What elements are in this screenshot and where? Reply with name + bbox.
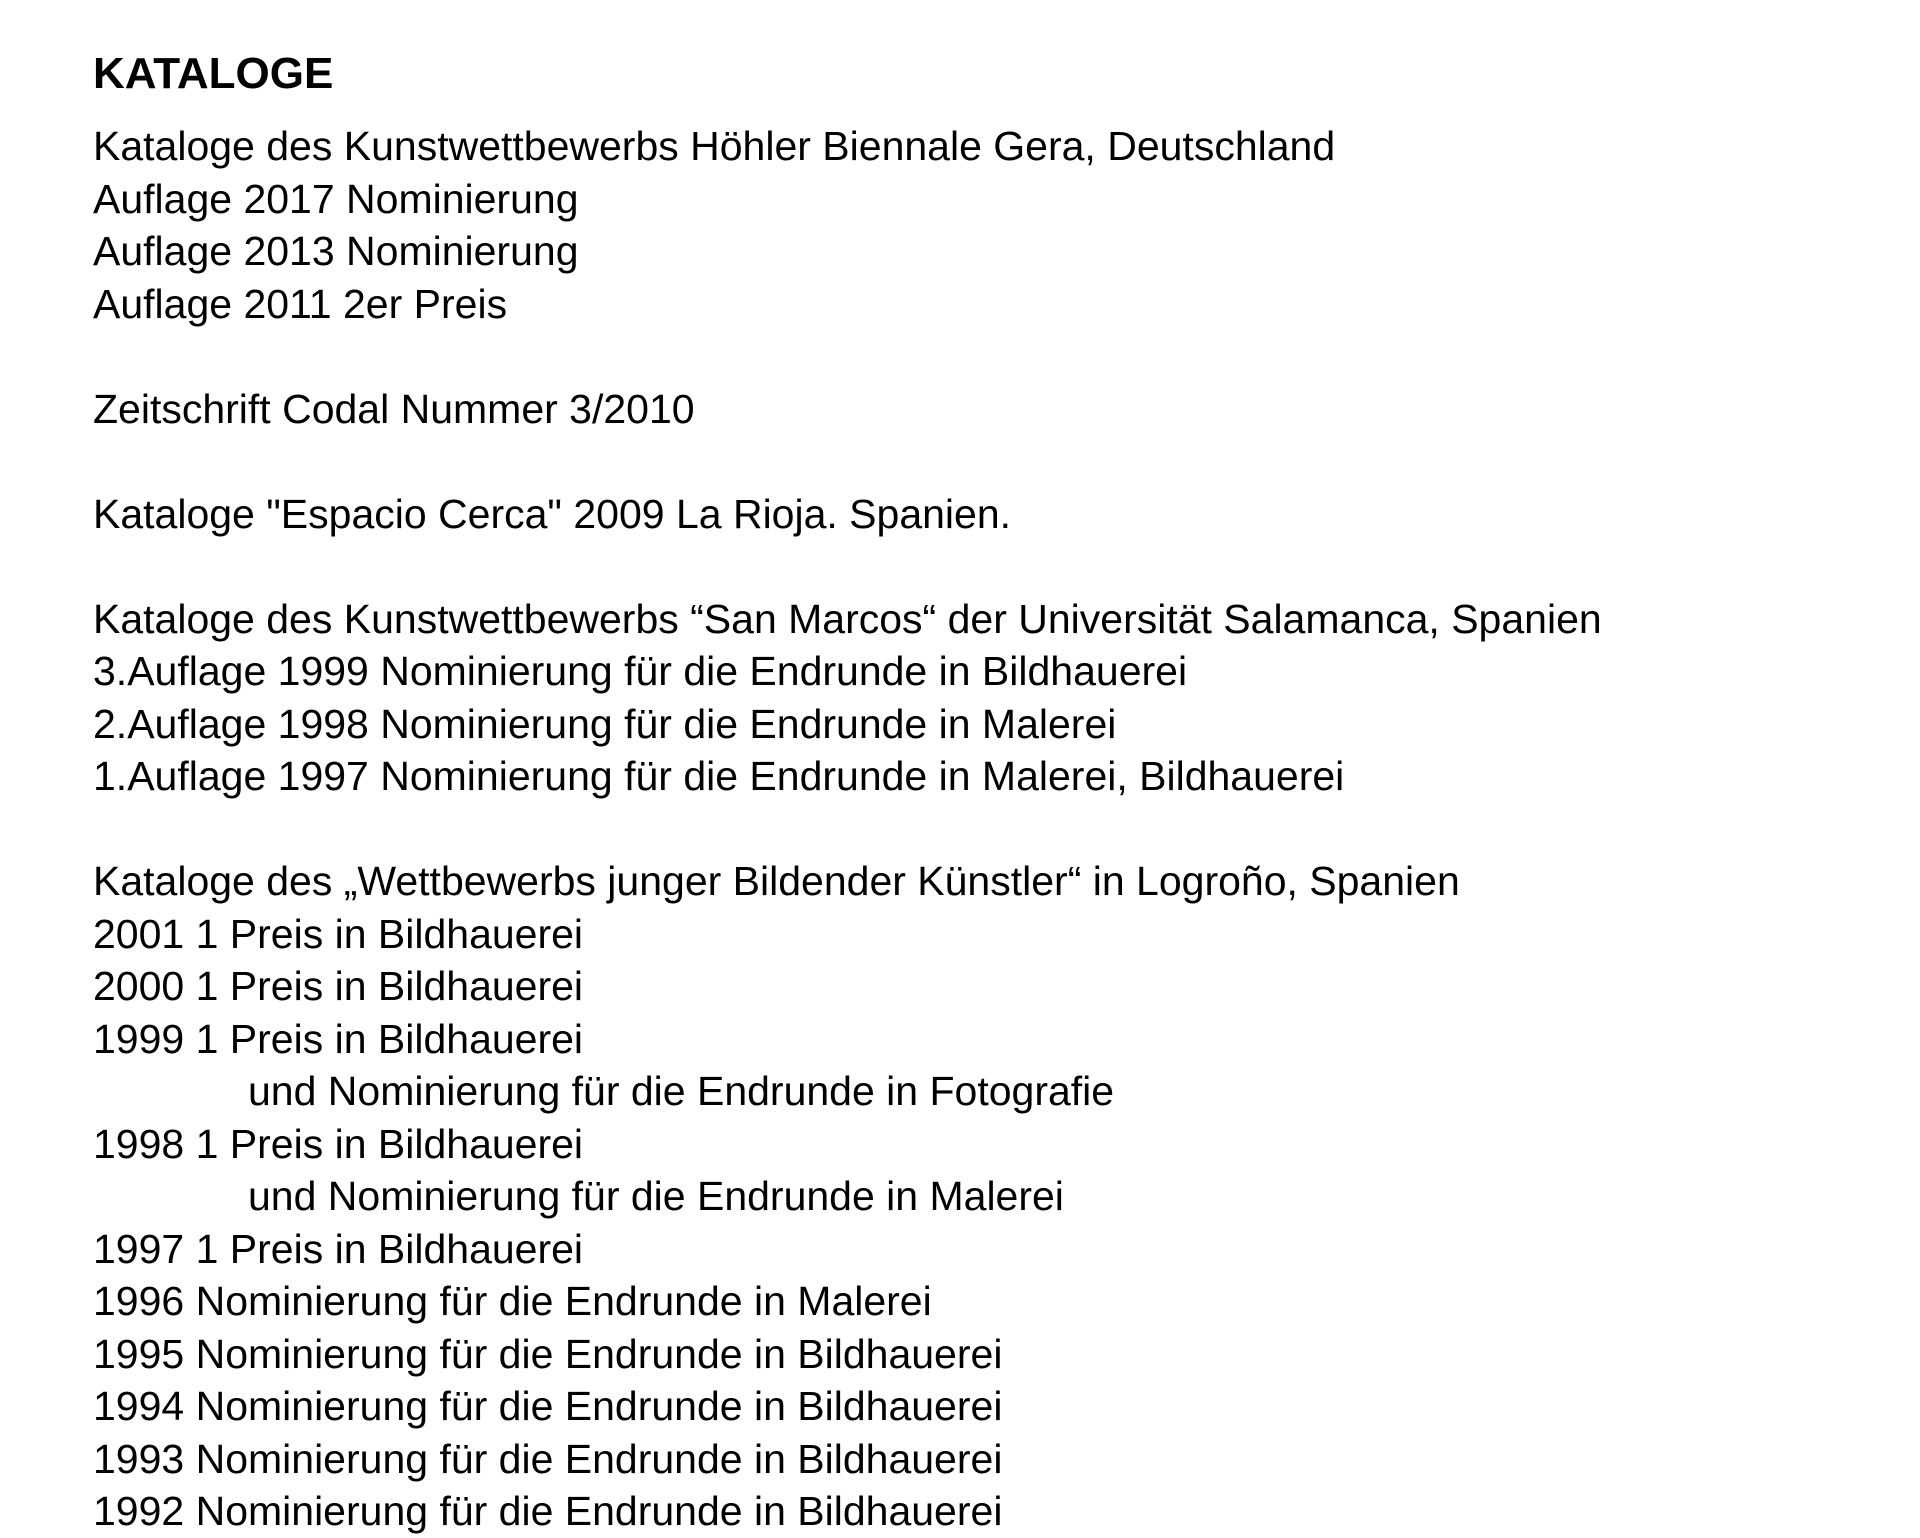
list-item: 1999 1 Preis in Bildhauerei: [93, 1015, 584, 1062]
spacer: [93, 540, 1893, 593]
list-item: Auflage 2011 2er Preis: [93, 280, 508, 327]
section-heading: Kataloge des Kunstwettbewerbs Höhler Biennale Gera, Deutschland: [93, 123, 1336, 169]
list-item: 1997 1 Preis in Bildhauerei: [93, 1225, 584, 1272]
list-item: 1993 Nominierung für die Endrunde in Bildhauerei: [93, 1435, 1003, 1482]
list-item: 2000 1 Preis in Bildhauerei: [93, 963, 584, 1009]
list-item: 2.Auflage 1998 Nominierung für die Endrunde in Malerei: [93, 700, 1117, 747]
list-item: 3.Auflage 1999 Nominierung für die Endrunde in Bildhauerei: [93, 648, 1188, 694]
catalog-document: [93, 48, 1893, 1538]
list-item: 1995 Nominierung für die Endrunde in Bildhauerei: [93, 1330, 1003, 1377]
codal-entry: Zeitschrift Codal Nummer 3/2010: [93, 385, 695, 432]
spacer: [93, 803, 1893, 856]
espacio-entry: Kataloge "Espacio Cerca" 2009 La Rioja. Spanien.: [93, 490, 1012, 537]
list-item: 1.Auflage 1997 Nominierung für die Endrunde in Malerei, Bildhauerei: [93, 753, 1345, 799]
list-item: Auflage 2017 Nominierung: [93, 175, 579, 222]
hoehler-section: [93, 120, 1893, 330]
san-marcos-section: [93, 593, 1893, 803]
logrono-section: [93, 855, 1893, 1538]
page-title: KATALOGE: [93, 49, 334, 98]
list-item-continuation: und Nominierung für die Endrunde in Fotografie: [248, 1068, 1115, 1114]
list-item-continuation: und Nominierung für die Endrunde in Malerei: [248, 1173, 1064, 1219]
section-heading: Kataloge des „Wettbewerbs junger Bildender Künstler“ in Logroño, Spanien: [93, 858, 1460, 904]
spacer: [93, 435, 1893, 488]
list-item: 1994 Nominierung für die Endrunde in Bildhauerei: [93, 1383, 1003, 1429]
list-item: 1998 1 Preis in Bildhauerei: [93, 1120, 584, 1167]
section-heading: Kataloge des Kunstwettbewerbs “San Marcos“ der Universität Salamanca, Spanien: [93, 595, 1602, 642]
list-item: 2001 1 Preis in Bildhauerei: [93, 910, 584, 957]
list-item: 1992 Nominierung für die Endrunde in Bildhauerei: [93, 1488, 1003, 1534]
spacer: [93, 330, 1893, 383]
list-item: 1996 Nominierung für die Endrunde in Malerei: [93, 1278, 932, 1324]
list-item: Auflage 2013 Nominierung: [93, 228, 579, 274]
